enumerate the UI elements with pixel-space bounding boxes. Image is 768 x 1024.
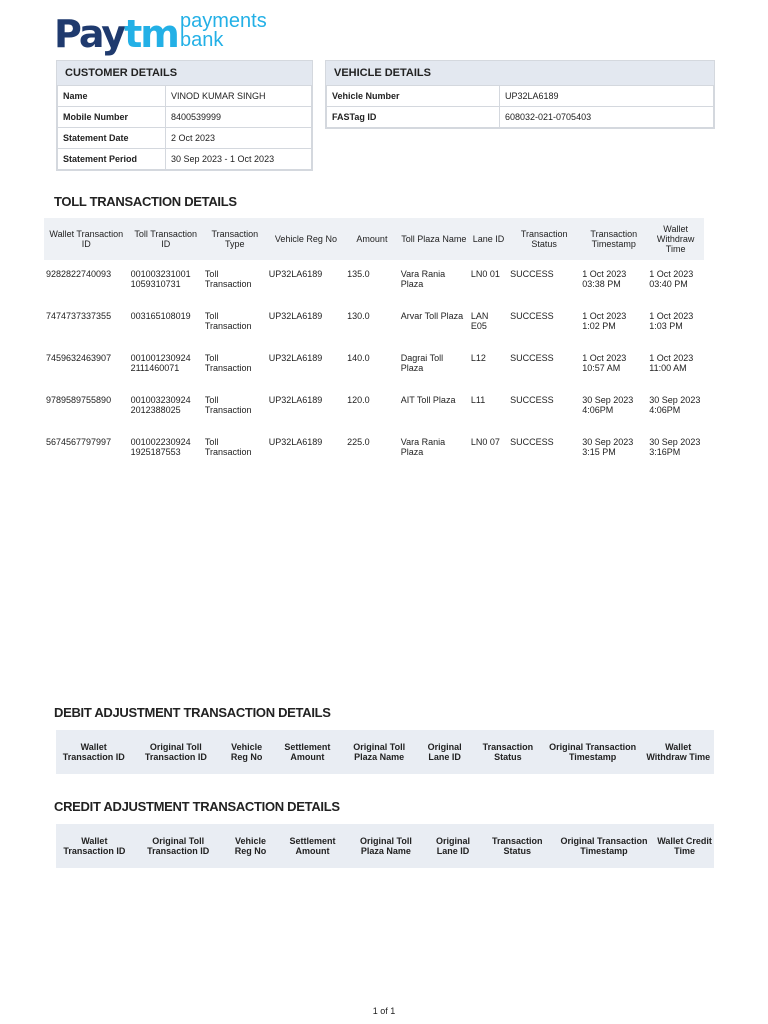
table-cell: 1 Oct 2023 10:57 AM xyxy=(582,353,627,373)
column-header: Original Toll Plaza Name xyxy=(342,730,417,774)
table-cell: Arvar Toll Plaza xyxy=(400,311,464,321)
table-cell: UP32LA6189 xyxy=(268,269,323,279)
table-cell: L12 xyxy=(470,353,486,363)
column-header: Original Toll Plaza Name xyxy=(347,824,424,868)
table-cell: SUCCESS xyxy=(510,437,554,447)
table-cell: Vara Rania Plaza xyxy=(400,269,446,289)
column-header: Original Toll Transaction ID xyxy=(133,824,224,868)
column-header: Wallet Withdraw Time xyxy=(647,218,704,260)
logo-subtitle xyxy=(180,12,267,50)
column-header: Wallet Transaction ID xyxy=(44,218,129,260)
column-header: Wallet Transaction ID xyxy=(56,730,131,774)
vehicle-details-box xyxy=(325,60,715,129)
table-cell: 7459632463907 xyxy=(46,353,112,363)
column-header: Amount xyxy=(345,218,399,260)
table-row xyxy=(44,386,704,428)
column-header: Original Lane ID xyxy=(417,730,473,774)
table-cell: 1 Oct 2023 1:02 PM xyxy=(582,311,627,331)
table-cell: 1 Oct 2023 03:40 PM xyxy=(649,269,694,289)
detail-value: 608032-021-0705403 xyxy=(500,107,714,128)
column-header: Vehicle Reg No xyxy=(220,730,273,774)
table-cell: UP32LA6189 xyxy=(268,395,323,405)
column-header: Transaction Timestamp xyxy=(580,218,647,260)
table-cell: 1 Oct 2023 03:38 PM xyxy=(582,269,627,289)
detail-value: 30 Sep 2023 - 1 Oct 2023 xyxy=(166,149,312,170)
table-cell: UP32LA6189 xyxy=(268,353,323,363)
detail-value: VINOD KUMAR SINGH xyxy=(166,86,312,107)
table-cell: 001003231001 1059310731 xyxy=(130,269,191,289)
detail-label: Name xyxy=(58,86,166,107)
column-header: Wallet Credit Time xyxy=(655,824,714,868)
detail-value: 8400539999 xyxy=(166,107,312,128)
table-cell: Toll Transaction xyxy=(204,437,252,457)
table-row xyxy=(44,428,704,470)
table-cell: LN0 01 xyxy=(470,269,500,279)
toll-section-title: TOLL TRANSACTION DETAILS xyxy=(54,194,237,209)
detail-label: Statement Period xyxy=(58,149,166,170)
table-cell: 1 Oct 2023 1:03 PM xyxy=(649,311,694,331)
table-row xyxy=(44,260,704,302)
detail-label: Mobile Number xyxy=(58,107,166,128)
detail-row xyxy=(58,149,312,170)
column-header: Transaction Status xyxy=(473,730,543,774)
table-row xyxy=(44,302,704,344)
logo-line1: payments xyxy=(180,10,267,32)
table-cell: Toll Transaction xyxy=(204,395,252,415)
column-header: Transaction Status xyxy=(482,824,553,868)
table-cell: Dagrai Toll Plaza xyxy=(400,353,444,373)
vehicle-details-title: VEHICLE DETAILS xyxy=(326,61,714,85)
table-cell: SUCCESS xyxy=(510,269,554,279)
table-cell: 225.0 xyxy=(347,437,370,447)
table-cell: 140.0 xyxy=(347,353,370,363)
column-header: Vehicle Reg No xyxy=(267,218,345,260)
table-cell: Vara Rania Plaza xyxy=(400,437,446,457)
table-cell: 30 Sep 2023 4:06PM xyxy=(582,395,634,415)
table-cell: 9282822740093 xyxy=(46,269,112,279)
column-header: Original Toll Transaction ID xyxy=(131,730,220,774)
table-cell: Toll Transaction xyxy=(204,269,252,289)
detail-row xyxy=(58,86,312,107)
table-cell: 130.0 xyxy=(347,311,370,321)
detail-label: FASTag ID xyxy=(327,107,500,128)
vehicle-details-table xyxy=(326,85,714,128)
table-cell: 001002230924 1925187553 xyxy=(130,437,191,457)
logo-line2: bank xyxy=(180,29,224,51)
column-header: Transaction Status xyxy=(508,218,580,260)
table-cell: 30 Sep 2023 3:16PM xyxy=(649,437,701,457)
column-header: Original Transaction Timestamp xyxy=(553,824,655,868)
detail-row xyxy=(58,107,312,128)
detail-label: Vehicle Number xyxy=(327,86,500,107)
table-cell: SUCCESS xyxy=(510,395,554,405)
table-cell: 001001230924 2111460071 xyxy=(130,353,191,373)
column-header: Wallet Withdraw Time xyxy=(642,730,714,774)
customer-details-box xyxy=(56,60,313,171)
column-header: Wallet Transaction ID xyxy=(56,824,133,868)
table-cell: 30 Sep 2023 4:06PM xyxy=(649,395,701,415)
detail-row xyxy=(327,107,714,128)
table-cell: 003165108019 xyxy=(130,311,191,321)
table-cell: 135.0 xyxy=(347,269,370,279)
table-row xyxy=(44,344,704,386)
detail-value: 2 Oct 2023 xyxy=(166,128,312,149)
column-header: Toll Transaction ID xyxy=(129,218,203,260)
table-cell: 30 Sep 2023 3:15 PM xyxy=(582,437,634,457)
debit-section-title: DEBIT ADJUSTMENT TRANSACTION DETAILS xyxy=(54,705,331,720)
customer-details-title: CUSTOMER DETAILS xyxy=(57,61,312,85)
table-cell: Toll Transaction xyxy=(204,311,252,331)
detail-row xyxy=(58,128,312,149)
debit-adjustment-table xyxy=(56,730,714,774)
column-header: Vehicle Reg No xyxy=(224,824,278,868)
table-cell: AIT Toll Plaza xyxy=(400,395,456,405)
column-header: Settlement Amount xyxy=(277,824,347,868)
table-cell: 120.0 xyxy=(347,395,370,405)
table-cell: UP32LA6189 xyxy=(268,437,323,447)
table-cell: LN0 07 xyxy=(470,437,500,447)
table-cell: SUCCESS xyxy=(510,311,554,321)
column-header: Original Transaction Timestamp xyxy=(543,730,643,774)
detail-value: UP32LA6189 xyxy=(500,86,714,107)
toll-transactions-table xyxy=(44,218,704,470)
table-cell: SUCCESS xyxy=(510,353,554,363)
credit-section-title: CREDIT ADJUSTMENT TRANSACTION DETAILS xyxy=(54,799,340,814)
table-cell: 7474737337355 xyxy=(46,311,112,321)
column-header: Settlement Amount xyxy=(273,730,342,774)
credit-adjustment-table xyxy=(56,824,714,868)
column-header: Lane ID xyxy=(469,218,508,260)
table-cell: LAN E05 xyxy=(470,311,489,331)
column-header: Transaction Type xyxy=(203,218,267,260)
detail-row xyxy=(327,86,714,107)
page-number: 1 of 1 xyxy=(372,1006,396,1016)
table-cell: 9789589755890 xyxy=(46,395,112,405)
table-cell: 001003230924 2012388025 xyxy=(130,395,191,415)
table-cell: 1 Oct 2023 11:00 AM xyxy=(649,353,694,373)
column-header: Toll Plaza Name xyxy=(399,218,469,260)
table-cell: L11 xyxy=(470,395,486,405)
detail-label: Statement Date xyxy=(58,128,166,149)
logo-wordmark: Paytm xyxy=(54,12,178,56)
table-cell: UP32LA6189 xyxy=(268,311,323,321)
table-cell: Toll Transaction xyxy=(204,353,252,373)
column-header: Original Lane ID xyxy=(424,824,481,868)
table-cell: 5674567797997 xyxy=(46,437,112,447)
customer-details-table xyxy=(57,85,312,170)
